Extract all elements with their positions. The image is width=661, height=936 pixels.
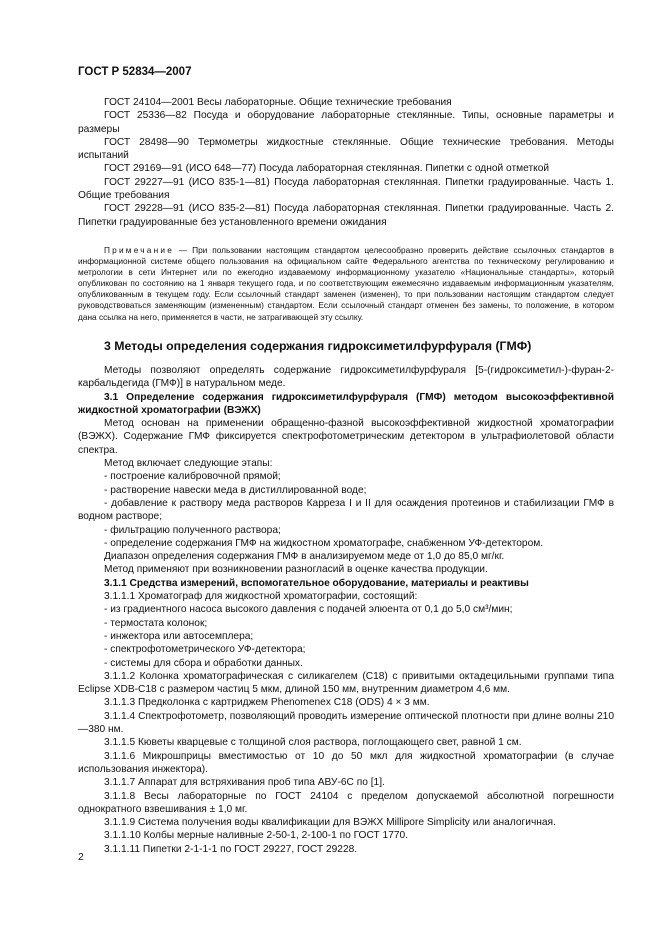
normative-references-list — [78, 96, 614, 229]
sub-item: - системы для сбора и обработки данных. — [104, 657, 303, 669]
sub-item: - инжектора или автосемплера; — [104, 630, 254, 642]
note-text: — При пользовании настоящим стандартом целесообразно проверить действие ссылочных стандартов в информационной системе общего пользования на официальном сайте Федерального агентства по техническому регулированию и метрологии в сети Интернет или по ежегодно издаваемому информационному указателю «Национальные стандарты», который опубликован по состоянию на 1 января текущего года, и по соответствующим ежемесячно издаваемым информационным указателям, опубликованным в текущем году. Если ссылочный стандарт заменен (изменен), то при пользовании настоящим стандартом следует руководствоваться заменяющим (измененным) стандартом. Если ссылочный стандарт отменен без замены, то положение, в котором дана ссылка на него, применяется в части, не затрагивающей эту ссылку. — [78, 245, 614, 322]
stage-item: - фильтрацию полученного раствора; — [104, 524, 281, 536]
item-3-1-1-2: 3.1.1.2 Колонка хроматографическая с силикагелем (С18) с привитыми октадецильными группами типа Eclipse XDB-C18 с размером частиц 5 мкм, длиной 150 мм, внутренним диаметром 4,6 мм. — [78, 670, 614, 696]
section-title: 3 Методы определения содержания гидроксиметилфурфураля (ГМФ) — [104, 339, 532, 353]
item-3-1-1-3: 3.1.1.3 Предколонка с картриджем Phenomenex C18 (ODS) 4 × 3 мм. — [104, 697, 430, 709]
item-3-1-1-11: 3.1.1.11 Пипетки 2-1-1-1 по ГОСТ 29227, ГОСТ 29228. — [104, 843, 358, 855]
item-3-1-1-8: 3.1.1.8 Весы лабораторные по ГОСТ 24104 с пределом допускаемой абсолютной погрешности однократного взвешивания ± 1,0 мг. — [78, 790, 614, 815]
reference-item: ГОСТ 29169—91 (ИСО 648—77) Посуда лабораторная стеклянная. Пипетки с одной отметкой — [104, 163, 550, 175]
stage-item: - добавление к раствору меда растворов Карреза I и II для осаждения протеинов и стабилизации ГМФ в водном растворе; — [78, 497, 614, 523]
item-3-1-1-10: 3.1.1.10 Колбы мерные наливные 2-50-1, 2-100-1 по ГОСТ 1770. — [104, 830, 409, 842]
stage-item: - растворение навески меда в дистиллированной воде; — [104, 484, 367, 496]
item-3-1-1-9: 3.1.1.9 Система получения воды квалификации для ВЭЖХ Millipore Simplicity или аналогичная. — [104, 817, 556, 829]
sub-item: - из градиентного насоса высокого давления с подачей элюента от 0,1 до 5,0 см³/мин; — [104, 604, 513, 616]
sub-item: - термостата колонок; — [104, 617, 208, 629]
item-3-1-1-6: 3.1.1.6 Микрошприцы вместимостью от 10 до 50 мкл для жидкостной хроматографии (в случае использования инжектора). — [78, 750, 614, 775]
sub-item: - спектрофотометрического УФ-детектора; — [104, 644, 306, 656]
note-block — [78, 245, 614, 323]
reference-item: ГОСТ 29227—91 (ИСО 835-1—81) Посуда лабораторная стеклянная. Пипетки градуированные. Часть 1. Общие требования — [78, 176, 614, 202]
document-header: ГОСТ Р 52834—2007 — [78, 66, 192, 78]
reference-item: ГОСТ 25336—82 Посуда и оборудование лабораторные стеклянные. Типы, основные параметры и размеры — [78, 110, 614, 135]
stage-item: - построение калибровочной прямой; — [104, 471, 281, 483]
method-description: Метод основан на применении обращенно-фазной высокоэффективной жидкостной хроматографии (ВЭЖХ). Содержание ГМФ фиксируется спектрофотометрическим детектором в ультрафиолетовой области спектра. — [78, 418, 614, 456]
page-number: 2 — [78, 851, 84, 863]
reference-item: ГОСТ 28498—90 Термометры жидкостные стеклянные. Общие технические требования. Методы испытаний — [78, 136, 614, 162]
disputes-text: Метод применяют при возникновении разногласий в оценке качества продукции. — [104, 564, 488, 576]
stage-item: - определение содержания ГМФ на жидкостном хроматографе, снабженном УФ-детектором. — [104, 537, 544, 549]
range-text: Диапазон определения содержания ГМФ в анализируемом меде от 1,0 до 85,0 мг/кг. — [104, 551, 505, 563]
reference-item: ГОСТ 29228—91 (ИСО 835-2—81) Посуда лабораторная стеклянная. Пипетки градуированные. Часть 2. Пипетки градуированные без установленного времени ожидания — [78, 203, 614, 228]
reference-item: ГОСТ 24104—2001 Весы лабораторные. Общие технические требования — [104, 97, 452, 108]
subsection-title: 3.1 Определение содержания гидроксиметилфурфураля (ГМФ) методом высокоэффективной жидкостной хроматографии (ВЭЖХ) — [78, 391, 614, 416]
item-3-1-1-4: 3.1.1.4 Спектрофотометр, позволяющий проводить измерение оптической плотности при длине волны 210—380 нм. — [78, 710, 614, 736]
note-label: Примечание — [104, 245, 175, 255]
subsection-title: 3.1.1 Средства измерений, вспомогательное оборудование, материалы и реактивы — [104, 577, 529, 589]
stages-intro: Метод включает следующие этапы: — [104, 458, 273, 470]
item-3-1-1-1: 3.1.1.1 Хроматограф для жидкостной хроматографии, состоящий: — [104, 591, 418, 603]
item-3-1-1-5: 3.1.1.5 Кюветы кварцевые с толщиной слоя раствора, поглощающего свет, равной 1 см. — [104, 737, 522, 749]
section-intro: Методы позволяют определять содержание гидроксиметилфурфураля [5-(гидроксиметил-)-фуран-2-карбальдегида (ГМФ)] в натуральном меде. — [78, 365, 614, 390]
section-body — [78, 364, 614, 856]
item-3-1-1-7: 3.1.1.7 Аппарат для встряхивания проб типа АВУ-6С по [1]. — [104, 777, 385, 789]
